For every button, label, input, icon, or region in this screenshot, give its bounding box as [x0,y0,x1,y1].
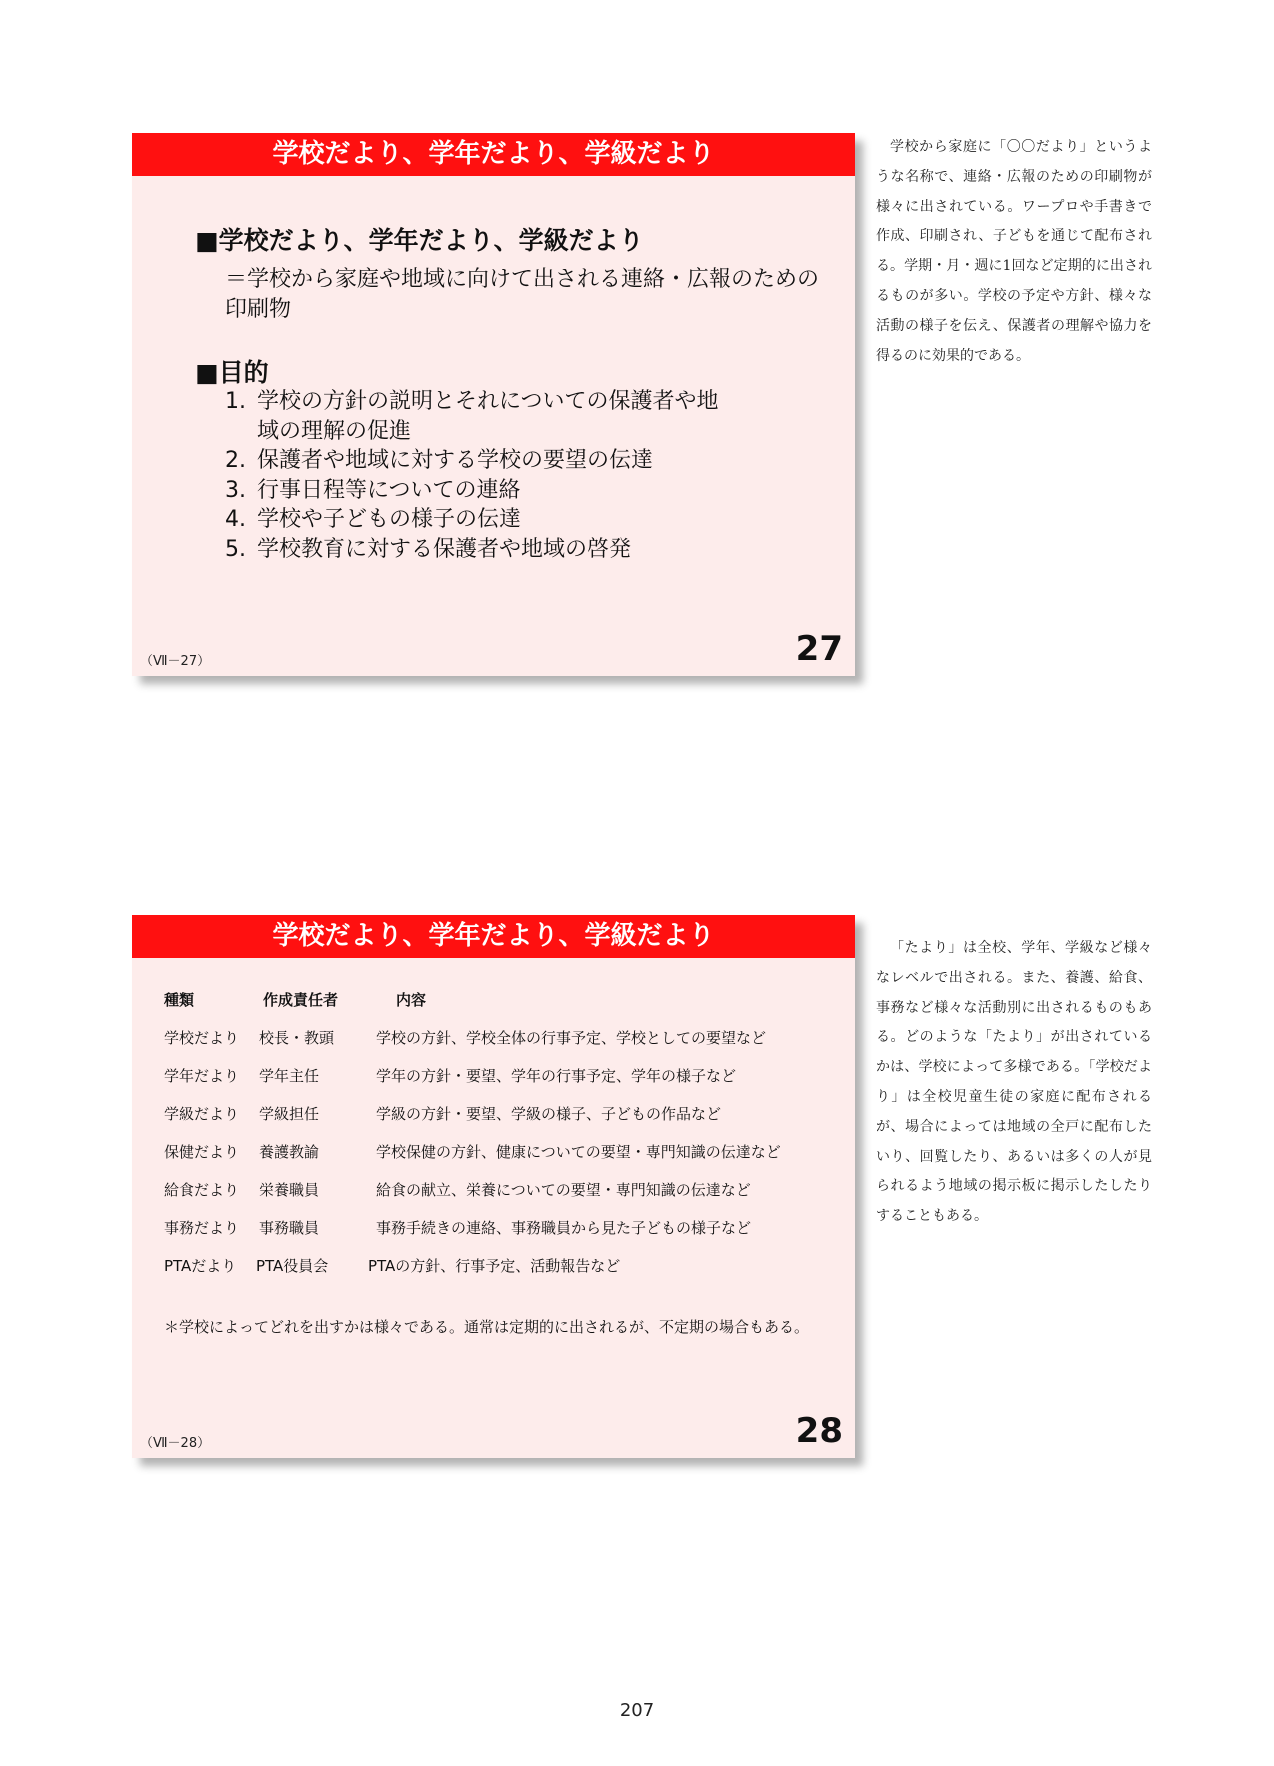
header-responsible: 作成責任者 [263,991,339,1009]
slide-number: 27 [795,629,843,669]
purpose-item [225,476,727,506]
purpose-number: 2. [225,448,246,473]
cell-content: PTAの方針、行事予定、活動報告など [368,1257,621,1275]
definition-heading: ■学校だより、学年だより、学級だより [195,226,644,255]
header-type: 種類 [164,991,195,1009]
cell-content: 学級の方針・要望、学級の様子、子どもの作品など [376,1105,722,1123]
side-note-27: 学校から家庭に「〇〇だより」というような名称で、連絡・広報のための印刷物が様々に出されている。ワープロや手書きで作成、印刷され、子どもを通じて配布される。学期・月・週に1回など定期的に出されるものが多い。学校の予定や方針、様々な活動の様子を伝え、保護者の理解や協力を得るのに効果的である。 [876,139,1152,364]
purpose-text: 学校の方針の説明とそれについての保護者や地域の理解の促進 [257,389,719,444]
purpose-text: 学校や子どもの様子の伝達 [257,507,522,532]
side-note-28: 「たより」は全校、学年、学級など様々なレベルで出される。また、養護、給食、事務など様々な活動別に出されるものもある。どのような「たより」が出されているかは、学校によって多様である。「学校だより」は全校児童生徒の家庭に配布されるが、場合によっては地域の全戸に配布したいり、回覧したり、あるいは多くの人が見られるよう地域の掲示板に掲示したしたりすることもある。 [876,940,1152,1225]
cell-type: 学校だより [164,1029,240,1047]
purpose-list [225,387,727,564]
cell-content: 給食の献立、栄養についての要望・専門知識の伝達など [376,1181,751,1199]
slide-28 [132,915,855,1458]
cell-type: 学年だより [164,1067,240,1085]
cell-type: 学級だより [164,1105,240,1123]
cell-responsible: 校長・教頭 [259,1029,335,1047]
cell-type: 事務だより [164,1219,240,1237]
slide-27 [132,133,855,676]
cell-type: PTAだより [164,1257,237,1275]
cell-responsible: PTA役員会 [256,1257,329,1275]
slide-title: 学校だより、学年だより、学級だより [132,915,855,958]
cell-content: 事務手続きの連絡、事務職員から見た子どもの様子など [376,1219,752,1237]
slide-ref-code: （Ⅶ－27） [140,654,211,669]
page-number: 207 [619,1700,655,1721]
purpose-item [225,446,727,476]
purpose-item [225,505,727,535]
purpose-item [225,535,727,565]
cell-responsible: 栄養職員 [259,1181,320,1199]
cell-content: 学年の方針・要望、学年の行事予定、学年の様子など [376,1067,737,1085]
cell-type: 保健だより [164,1143,240,1161]
slide-number: 28 [795,1411,843,1451]
purpose-number: 4. [225,507,246,532]
purpose-number: 5. [225,536,246,562]
cell-responsible: 学級担任 [259,1105,320,1123]
cell-content: 学校保健の方針、健康についての要望・専門知識の伝達など [376,1143,781,1161]
slide-title: 学校だより、学年だより、学級だより [132,133,855,176]
slide-ref-code: （Ⅶ－28） [140,1436,211,1451]
slide-note: ＊学校によってどれを出すかは様々である。通常は定期的に出されるが、不定期の場合もある。 [164,1318,810,1336]
purpose-item [225,387,727,446]
purpose-number: 3. [225,477,246,503]
purpose-text: 学校教育に対する保護者や地域の啓発 [257,536,632,562]
header-content: 内容 [396,991,427,1009]
purpose-text: 行事日程等についての連絡 [257,477,521,503]
purpose-number: 1. [225,389,246,414]
cell-responsible: 学年主任 [259,1067,320,1085]
purpose-text: 保護者や地域に対する学校の要望の伝達 [257,448,654,473]
cell-responsible: 養護教諭 [259,1143,320,1161]
cell-type: 給食だより [164,1181,240,1199]
cell-content: 学校の方針、学校全体の行事予定、学校としての要望など [376,1029,767,1047]
purpose-heading: ■目的 [195,358,269,387]
definition-text: ＝学校から家庭や地域に向けて出される連絡・広報のための印刷物 [225,267,820,322]
cell-responsible: 事務職員 [259,1219,320,1237]
